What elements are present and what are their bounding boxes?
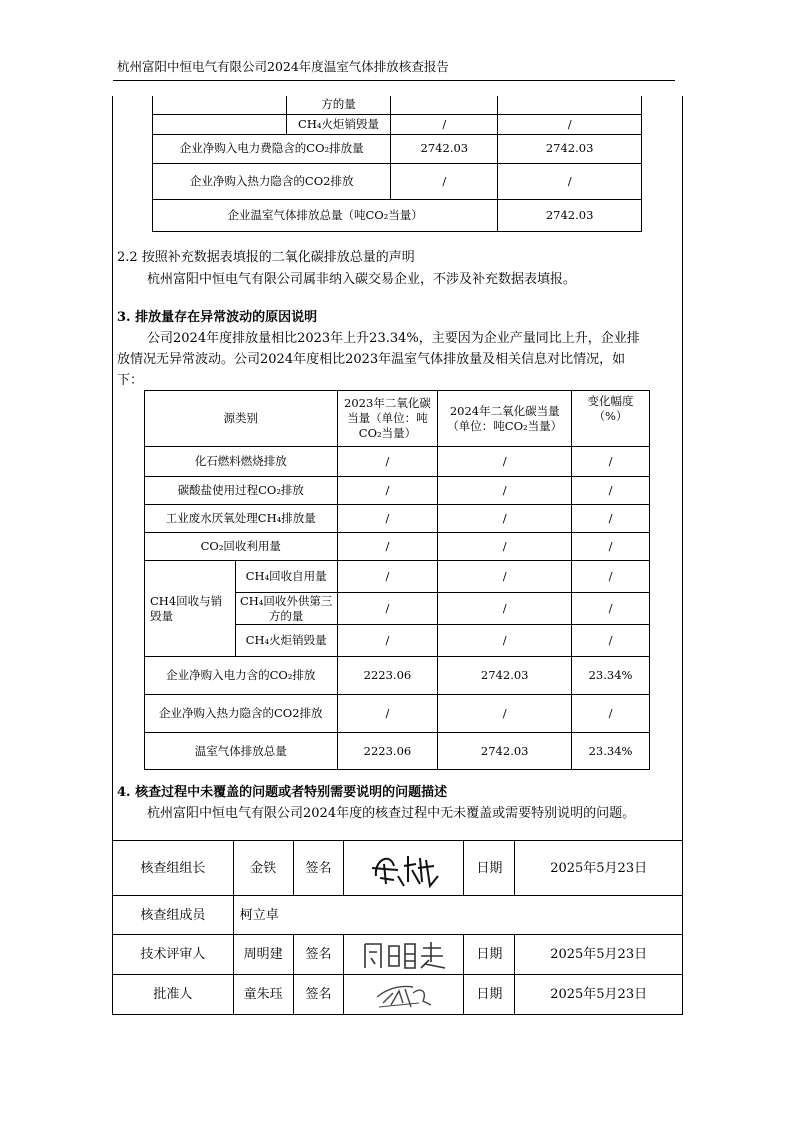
table-row: CH₄火炬销毁量 / / / (145, 625, 650, 657)
table-row: 核查组组长 金铁 签名 日期 2025年5月23日 (113, 841, 683, 896)
table-row: CH₄火炬销毁量 / / (153, 114, 642, 134)
table-row: 企业温室气体排放总量（吨CO₂当量） 2742.03 (153, 199, 642, 231)
handwritten-signature (369, 979, 439, 1011)
table-row: 碳酸盐使用过程CO₂排放 / / / (145, 477, 650, 505)
table-row: CH₄回收外供第三方的量 / / / (145, 593, 650, 625)
table-row: CO₂回收利用量 / / / (145, 533, 650, 561)
table-row: 工业废水厌氧处理CH₄排放量 / / / (145, 505, 650, 533)
emission-summary-table-body (152, 96, 642, 232)
table-header-row: 源类别 2023年二氧化碳当量（单位：吨CO₂当量） 2024年二氧化碳当量（单位：吨CO₂当量） 变化幅度（%） (145, 391, 650, 447)
table-row: 化石燃料燃烧排放 / / / (145, 447, 650, 477)
section-3-title: 3. 排放量存在异常波动的原因说明 (117, 310, 318, 325)
table-row: 企业净购入热力隐含的CO2排放 / / (153, 163, 642, 199)
section-3-body-line1: 公司2024年度排放量相比2023年上升23.34%，主要因为企业产量同比上升，企业排 (147, 331, 640, 346)
section-4-body: 杭州富阳中恒电气有限公司2024年度的核查过程中无未覆盖或需要特别说明的问题。 (147, 806, 636, 821)
table-row: 企业净购入电力费隐含的CO₂排放量 2742.03 2742.03 (153, 134, 642, 163)
table-row: 批准人 童朱珏 签名 日期 2025年5月23日 (113, 975, 683, 1015)
table-row: 方的量 (153, 96, 642, 114)
section-2-2-body: 杭州富阳中恒电气有限公司属非纳入碳交易企业，不涉及补充数据表填报。 (147, 272, 577, 287)
section-2-2-title: 2.2 按照补充数据表填报的二氧化碳排放总量的声明 (117, 250, 415, 265)
comparison-table (144, 390, 650, 770)
section-3-body-line3: 下： (117, 373, 144, 388)
signature-image (344, 935, 464, 975)
handwritten-signature (359, 938, 449, 972)
section-4-title: 4. 核查过程中未覆盖的问题或者特别需要说明的问题描述 (117, 785, 448, 800)
signature-table (112, 840, 683, 1015)
page-header: 杭州富阳中恒电气有限公司2024年度温室气体排放核查报告 (117, 59, 449, 74)
table-row: 核查组成员 柯立卓 (113, 896, 683, 935)
header-rule (113, 80, 675, 81)
table-row: 企业净购入电力含的CO₂排放 2223.06 2742.03 23.34% (145, 657, 650, 695)
table-row: 温室气体排放总量 2223.06 2742.03 23.34% (145, 733, 650, 770)
signature-image (344, 975, 464, 1015)
handwritten-signature (364, 846, 444, 890)
table-row: CH4回收与销毁量 CH₄回收自用量 / / / (145, 561, 650, 593)
table-row: 企业净购入热力隐含的CO2排放 / / / (145, 695, 650, 733)
signature-image (344, 841, 464, 896)
table-row: 技术评审人 周明建 签名 日期 2025年5月23日 (113, 935, 683, 975)
section-3-body-line2: 放情况无异常波动。公司2024年度相比2023年温室气体排放量及相关信息对比情况，如 (117, 352, 626, 367)
